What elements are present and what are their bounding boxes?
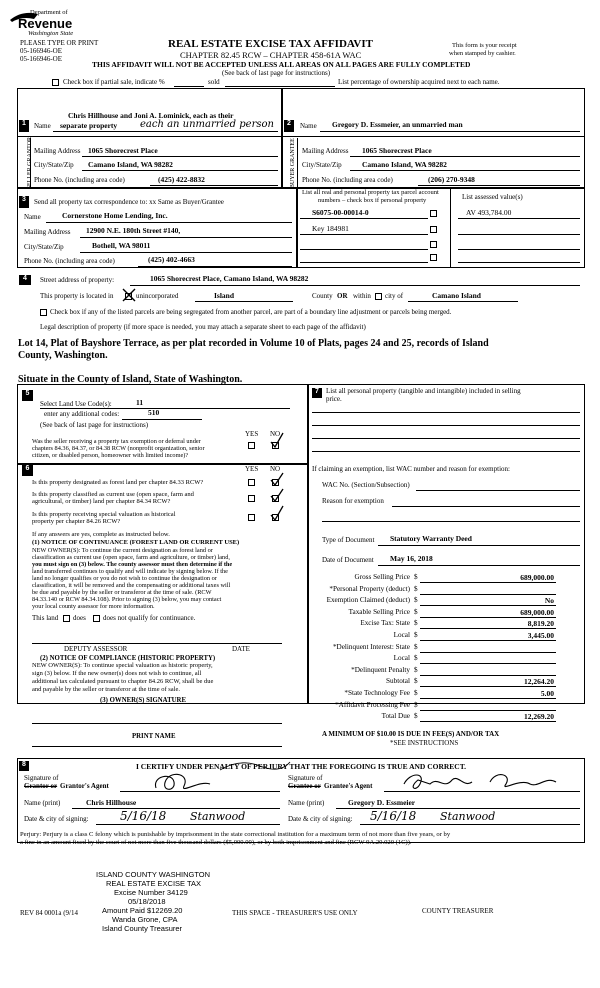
tax-row-label: *Affidavit Processing Fee: [335, 700, 410, 709]
tax-row-value: 8,819.20: [527, 619, 554, 629]
historic-title: (2) NOTICE OF COMPLIANCE (HISTORIC PROPERTY): [40, 655, 216, 662]
minimum-fee-note: A MINIMUM OF $10.00 IS DUE IN FEE(S) AND/OR TAX: [322, 730, 500, 738]
unincorporated-checkmark: [122, 288, 136, 302]
assessed-1: AV 493,784.00: [466, 208, 512, 217]
certify-strike-scribble: [220, 758, 290, 772]
stamp-line-4: 05/18/2018: [128, 897, 166, 906]
land-does-not-label: does not qualify for continuance.: [103, 614, 196, 622]
land-qualifies-label: This land: [32, 614, 59, 622]
tax-row-label: Exemption Claimed (deduct): [326, 596, 410, 605]
tax-row-currency: $: [414, 654, 418, 663]
tax-row-currency: $: [414, 642, 418, 651]
not-accepted-warning: THIS AFFIDAVIT WILL NOT BE ACCEPTED UNLESS ALL AREAS ON ALL PAGES ARE FULLY COMPLETED: [92, 60, 471, 69]
parcel-2: Key 184981: [312, 224, 349, 233]
s6-no-header: NO: [270, 465, 281, 473]
exemption-no-checkmark: [270, 432, 284, 448]
stamp-line-3: Excise Number 34129: [114, 888, 188, 897]
seller-city-label: City/State/Zip: [34, 161, 74, 169]
ownership-label: List percentage of ownership acquired next to each name.: [338, 78, 500, 86]
wac-label: WAC No. (Section/Subsection): [322, 481, 410, 489]
historic-text-3: additional tax calculated pursuant to chapter 84.26 RCW, shall be due: [32, 678, 214, 685]
form-title: REAL ESTATE EXCISE TAX AFFIDAVIT: [168, 38, 373, 50]
county-treasurer-label: COUNTY TREASURER: [422, 907, 494, 915]
partial-sale-label: Check box if partial sale, indicate %: [63, 78, 165, 86]
form-code-1: 05-166946-OE: [20, 47, 62, 55]
grantor-or-label: Grantor or: [24, 782, 58, 790]
continuance-text-2: classification as current use (open space, farm and agriculture, or timber) land,: [32, 554, 230, 561]
exemption-question-1: Was the seller receiving a property tax exemption or deferral under: [32, 438, 201, 445]
seller-address: 1065 Shorecrest Place: [88, 146, 158, 155]
grantor-city: Stanwood: [190, 810, 246, 823]
continuance-text-9: your local county assessor for more information.: [32, 603, 155, 610]
continuance-text-4: land transferred continues to qualify and will indicate by signing below. If the: [32, 568, 228, 575]
continuance-text-8: 84.33.140 or RCW 84.34.108). Prior to signing (3) below, you may contact: [32, 596, 222, 603]
seller-name-label: Name: [34, 122, 51, 130]
form-revision: REV 84 0001a (9/14: [20, 909, 79, 917]
stamp-line-7: Island County Treasurer: [102, 924, 183, 933]
additional-codes-label: enter any additional codes:: [44, 410, 120, 418]
section-2-buyer: [282, 88, 585, 188]
grantee-sig-label: Signature of: [288, 774, 323, 782]
treasurer-use-label: THIS SPACE - TREASURER'S USE ONLY: [232, 909, 358, 917]
grantee-name-label: Name (print): [288, 799, 325, 807]
doc-date: May 16, 2018: [390, 554, 433, 563]
tax-row-currency: $: [414, 631, 418, 639]
seller-phone-label: Phone No. (including area code): [34, 176, 125, 184]
continuance-text-1: NEW OWNER(S): To continue the current designation as forest land or: [32, 547, 213, 554]
tax-row-value: 3,445.00: [527, 631, 554, 640]
buyer-side-label: BUYER GRANTEE: [289, 138, 296, 189]
buyer-city: Camano Island, WA 98282: [362, 160, 447, 169]
owner-signature-label: (3) OWNER(S) SIGNATURE: [100, 697, 186, 704]
city-value: Camano Island: [432, 291, 481, 300]
s3-address: 12900 N.E. 180th Street #140,: [86, 226, 181, 235]
stamp-line-1: ISLAND COUNTY WASHINGTON: [96, 870, 211, 879]
tax-row-currency: $: [414, 607, 418, 616]
grantee-signature: [400, 768, 560, 794]
segregated-checkbox[interactable]: [40, 309, 47, 316]
buyer-city-label: City/State/Zip: [302, 161, 342, 169]
within-label: within: [353, 292, 371, 300]
continuance-title: (1) NOTICE OF CONTINUANCE (FOREST LAND OR CURRENT USE): [32, 539, 240, 546]
s5-see-back: (See back of last page for instructions): [40, 421, 149, 429]
continuance-text-3: you must sign on (3) below. The county assessor must then determine if the: [32, 561, 233, 568]
tax-row-currency: $: [414, 712, 418, 721]
stamp-line-5: Amount Paid $12269.20: [102, 906, 183, 915]
print-name-label: PRINT NAME: [132, 733, 176, 740]
tax-row-value: 12,264.20: [524, 677, 554, 687]
county-label: County: [312, 292, 333, 300]
exemption-question-2: chapters 84.36, 84.37, or 84.38 RCW (nonprofit organization, senior: [32, 445, 205, 452]
seller-city: Camano Island, WA 98282: [88, 160, 173, 169]
section-4-badge: 4: [19, 275, 31, 285]
located-label: This property is located in: [40, 292, 114, 300]
see-instructions-note: *SEE INSTRUCTIONS: [390, 739, 459, 747]
section-1-seller: [17, 88, 282, 188]
tax-row-label: Local: [393, 631, 410, 639]
forest-no-checkmark: [270, 472, 284, 486]
buyer-phone: (206) 270-9348: [428, 175, 475, 184]
stamp-line-2: REAL ESTATE EXCISE TAX: [106, 879, 202, 888]
s3-city: Bothell, WA 98011: [92, 241, 151, 250]
tax-row-label: Excise Tax: State: [360, 619, 410, 628]
tax-row-currency: $: [414, 665, 418, 674]
grantee-city: Stanwood: [440, 810, 496, 823]
tax-row-value: 689,000.00: [520, 573, 554, 582]
doc-type-label: Type of Document: [322, 536, 375, 544]
s3-phone: (425) 402-4663: [148, 255, 195, 264]
seller-names-line: Chris Hillhouse and Joni A. Lominick, each as their: [68, 111, 234, 120]
tax-row-label: Taxable Selling Price: [348, 607, 410, 616]
city-of-label: city of: [385, 292, 404, 300]
continuance-text-7: be due and payable by the seller or transferor at the time of sale. (RCW: [32, 589, 212, 596]
grantor-agent-label: Grantor's Agent: [60, 782, 109, 790]
s3-phone-label: Phone No. (including area code): [24, 257, 115, 265]
grantee-agent-label: Grantee's Agent: [324, 782, 373, 790]
partial-sale-sold: sold: [208, 78, 220, 86]
parcel-1-personal-checkbox[interactable]: [430, 210, 437, 217]
s3-city-label: City/State/Zip: [24, 243, 64, 251]
section-1-badge: 1: [19, 120, 29, 132]
grantor-signature: [150, 770, 220, 796]
s3-name: Cornerstone Home Lending, Inc.: [62, 211, 168, 220]
assessed-header: List assessed value(s): [462, 193, 523, 201]
exemption-question-3: citizen, or disabled person, homeowner with limited income)?: [32, 452, 189, 459]
deputy-assessor-label: DEPUTY ASSESSOR: [64, 645, 128, 653]
forest-question: Is this property designated as forest land per chapter 84.33 RCW?: [32, 479, 204, 486]
current-use-question-a: Is this property classified as current use (open space, farm and: [32, 491, 194, 498]
doc-date-label: Date of Document: [322, 556, 374, 564]
grantee-date: 5/16/18: [370, 809, 417, 823]
s5-no-header: NO: [270, 430, 281, 438]
form-chapter: CHAPTER 82.45 RCW – CHAPTER 458-61A WAC: [180, 50, 362, 60]
tax-row-label: *Personal Property (deduct): [329, 584, 410, 593]
historic-yes-checkbox[interactable]: [248, 514, 255, 521]
seller-name-handwritten: each an unmarried person: [140, 119, 274, 130]
tax-row-label: *State Technology Fee: [344, 689, 410, 697]
current-use-question-b: agricultural, or timber) land per chapter 84.34 RCW?: [32, 498, 171, 505]
land-use-code: 11: [136, 398, 144, 407]
certify-statement: I CERTIFY UNDER PENALTY OF PERJURY THAT THE FOREGOING IS TRUE AND CORRECT.: [136, 762, 467, 771]
seller-side-label: SELLER GRANTOR: [27, 136, 34, 190]
personal-property-label-1: List all personal property (tangible and intangible) included in selling: [326, 387, 521, 395]
land-does-not-checkbox[interactable]: [93, 615, 100, 622]
exemption-label: If claiming an exemption, list WAC number and reason for exemption:: [312, 465, 510, 473]
seller-phone: (425) 422-8832: [158, 175, 205, 184]
s5-yes-header: YES: [245, 430, 259, 438]
buyer-phone-label: Phone No. (including area code): [302, 176, 393, 184]
grantee-date-city-label: Date & city of signing:: [288, 815, 353, 823]
forest-yes-checkbox[interactable]: [248, 479, 255, 486]
logo-agency: Revenue: [18, 16, 73, 31]
perjury-text-2: a fine in an amount fixed by the court of not more than five thousand dollars ($5,000.00), or by both imprisonment and fine (RCW 9A.20.020 (1C)).: [20, 839, 412, 846]
logo-state: Washington State: [28, 30, 74, 37]
seller-name-typed: separate property: [60, 121, 118, 130]
section-7-badge: 7: [312, 388, 322, 398]
buyer-address: 1065 Shorecrest Place: [362, 146, 432, 155]
legal-description-2: County, Washington.: [18, 350, 108, 361]
historic-text-2: sign (3) below. If the new owner(s) does not wish to continue, all: [32, 670, 202, 677]
see-back-note: (See back of last page for instructions): [222, 69, 331, 77]
deputy-date-label: DATE: [232, 645, 250, 653]
grantor-date-city-label: Date & city of signing:: [24, 815, 89, 823]
current-use-no-checkmark: [270, 488, 284, 502]
tax-row-currency: $: [414, 619, 418, 628]
receipt-note-1: This form is your receipt: [452, 42, 517, 49]
section-2-badge: 2: [284, 120, 294, 132]
correspondence-label: Send all property tax correspondence to: xx Same as Buyer/Grantee: [34, 198, 224, 206]
tax-row-label: *Delinquent Interest: State: [332, 642, 410, 651]
within-city-checkbox[interactable]: [375, 293, 382, 300]
county-value: Island: [214, 291, 235, 300]
historic-text-1: NEW OWNER(S): To continue special valuation as historic property,: [32, 662, 213, 669]
grantor-name-label: Name (print): [24, 799, 61, 807]
situate-line: Situate in the County of Island, State of Washington.: [18, 374, 243, 385]
tax-row-currency: $: [414, 689, 418, 697]
tax-row-value: 12,269.20: [524, 712, 554, 722]
s6-yes-header: YES: [245, 465, 259, 473]
buyer-name: Gregory D. Essmeier, an unmarried man: [332, 120, 463, 129]
perjury-text-1: Perjury: Perjury is a class C felony which is punishable by imprisonment in the state correctional institution for a maximum term of not more than five years, or by: [20, 831, 451, 838]
tax-row-currency: $: [414, 584, 418, 593]
seller-address-label: Mailing Address: [34, 147, 81, 155]
continuance-text-6: classification, it will be removed and the compensating or additional taxes will: [32, 582, 231, 589]
historic-no-checkmark: [270, 505, 284, 521]
segregated-note: Check box if any of the listed parcels are being segregated from another parcel, are part of a boundary line adjustment or parcels being merged.: [50, 308, 452, 316]
street-label: Street address of property:: [40, 276, 115, 284]
parcel-header-1: List all real and personal property tax parcel account: [302, 189, 439, 196]
tax-row-currency: $: [414, 677, 418, 686]
additional-codes: 510: [148, 408, 160, 417]
tax-row-label: *Delinquent Penalty: [351, 665, 410, 674]
or-label: OR: [337, 292, 348, 300]
reason-label: Reason for exemption: [322, 497, 384, 505]
receipt-note-2: when stamped by cashier.: [449, 50, 516, 57]
stamp-line-6: Wanda Grone, CPA: [112, 915, 178, 924]
tax-row-label: Gross Selling Price: [354, 573, 410, 581]
grantor-sig-label: Signature of: [24, 774, 59, 782]
type-note: PLEASE TYPE OR PRINT: [20, 39, 99, 47]
continuance-text-5: land no longer qualifies or you do not wish to continue the designation or: [32, 575, 217, 582]
parcel-3-personal-checkbox[interactable]: [430, 241, 437, 248]
parcel-2-personal-checkbox[interactable]: [430, 226, 437, 233]
land-does-label: does: [73, 614, 86, 622]
parcel-header-2: numbers – check box if personal property: [318, 197, 427, 204]
legal-description-1: Lot 14, Plat of Bayshore Terrace, as per plat recorded in Volume 10 of Plats, pages 24 and 25, records of Island: [18, 338, 489, 349]
tax-row-currency: $: [414, 573, 418, 581]
grantee-name: Gregory D. Essmeier: [348, 798, 416, 807]
tax-row-value: No: [544, 596, 554, 606]
tax-row-value: 5.00: [540, 689, 554, 698]
exemption-yes-checkbox[interactable]: [248, 442, 255, 449]
section-3-badge: 3: [19, 196, 29, 208]
tax-row-label: Total Due: [381, 712, 410, 721]
legal-label: Legal description of property (if more space is needed, you may attach a separate sheet to each page of the affidavit): [40, 323, 366, 331]
parcel-4-personal-checkbox[interactable]: [430, 254, 437, 261]
buyer-address-label: Mailing Address: [302, 147, 349, 155]
doc-type: Statutory Warranty Deed: [390, 534, 472, 543]
current-use-yes-checkbox[interactable]: [248, 495, 255, 502]
personal-property-label-2: price.: [326, 395, 342, 403]
section-6-badge: 6: [22, 465, 33, 476]
buyer-name-label: Name: [300, 122, 317, 130]
grantor-name: Chris Hillhouse: [86, 798, 137, 807]
logo-dept: Department of: [30, 9, 68, 16]
grantee-or-label: Grantee or: [288, 782, 321, 790]
form-code-2: 05-166946-OE: [20, 55, 62, 63]
tax-row-value: 689,000.00: [520, 607, 554, 617]
s3-address-label: Mailing Address: [24, 228, 71, 236]
historic-question-a: Is this property receiving special valuation as historical: [32, 511, 176, 518]
tax-row-currency: $: [414, 700, 418, 709]
section-8-badge: 8: [19, 761, 29, 771]
section-5-badge: 5: [22, 390, 33, 401]
if-yes-note: If any answers are yes, complete as instructed below.: [32, 531, 170, 538]
historic-text-4: and payable by the seller or transferor at the time of sale.: [32, 686, 180, 693]
tax-row-currency: $: [414, 596, 418, 605]
partial-sale-checkbox[interactable]: [52, 79, 59, 86]
grantor-date: 5/16/18: [120, 809, 167, 823]
land-does-checkbox[interactable]: [63, 615, 70, 622]
parcel-1: S6075-00-00014-0: [312, 208, 369, 217]
tax-row-label: Local: [393, 654, 410, 663]
unincorporated-label: unincorporated: [136, 292, 179, 300]
tax-row-label: Subtotal: [386, 677, 410, 686]
historic-question-b: property per chapter 84.26 RCW?: [32, 518, 121, 525]
street-address: 1065 Shorecrest Place, Camano Island, WA 98282: [150, 274, 309, 283]
s3-name-label: Name: [24, 213, 41, 221]
land-use-label: Select Land Use Code(s):: [40, 400, 112, 408]
